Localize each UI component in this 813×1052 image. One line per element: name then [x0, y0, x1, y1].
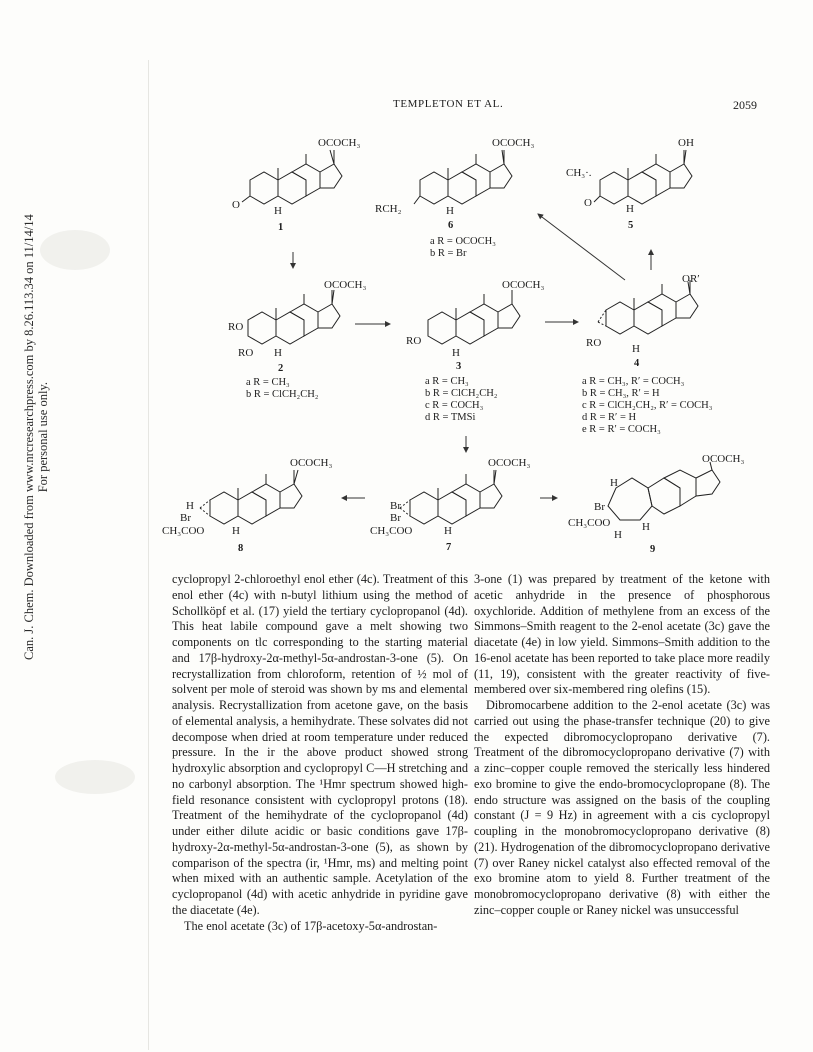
- steroid-skeleton-6: [420, 150, 512, 204]
- c4-variant-a: a R = CH₃, R′ = COCH₃: [582, 376, 685, 387]
- compound-4: [582, 273, 713, 435]
- c2-ro-upper: RO: [228, 321, 244, 333]
- c8-number: 8: [238, 543, 244, 554]
- c7-acetate: CH₃COO: [370, 525, 413, 537]
- c4-variant-b: b R = CH₃, R′ = H: [582, 388, 660, 399]
- c3-variant-c: c R = COCH₃: [425, 400, 484, 411]
- c2-h: H: [274, 347, 282, 359]
- c1-number: 1: [278, 222, 284, 233]
- left-paragraph-2: The enol acetate (3c) of 17β-acetoxy-5α-androstan-: [184, 918, 438, 933]
- c6-number: 6: [448, 220, 454, 231]
- c9-ring-c: [664, 470, 696, 506]
- c5-hydroxy: OH: [678, 137, 694, 149]
- c5-methyl: CH₃·.: [566, 167, 592, 179]
- c7-bromine-1: Br: [390, 500, 401, 512]
- c9-number: 9: [650, 544, 656, 555]
- c4-or-prime: OR′: [682, 273, 700, 285]
- c7-acetoxy: OCOCH₃: [488, 457, 531, 469]
- page-number: 2059: [733, 98, 757, 112]
- left-paragraph-1: cyclopropyl 2-chloroethyl enol ether (4c). Treatment of this enol ether (4c) with n-butyl lithium using the method of Schollköpf et al. (17) yield the tertiary cyclopropanol (4d). This heat labile compound gave a melt showing two components on tlc corresponding to the starting material and 17β-hydroxy-2α-methyl-5α-androstan-3-one (5). On recrystallization from chloroform, retention of ½ mol of solvent per mole of steroid was shown by ms and elemental analysis. Recrystallization from acetone gave, on the basis of elemental analysis, a hemihydrate. These solvates did not decompose when dried at room temperature under reduced pressure. In the ir the above product showed strong hydroxylic absorption and cyclopropyl C—H stretching and no carbonyl absorption. The ¹Hmr spectrum showed high-field resonance consistent with cyclopropyl protons (18). Treatment of the hemihydrate of the cyclopropanol (4d) under either dilute acidic or basic conditions gave 17β-hydroxy-2α-methyl-5α-androstan-3-one (5), as shown by comparison of the spectra (ir, ¹Hmr, ms) and melting point when mixed with an authentic sample. Acetylation of the cyclopropanol (4d) with acetic anhydride in pyridine gave the diacetate (4e).: [172, 572, 468, 917]
- compound-9: [568, 453, 745, 555]
- c2-variant-b: b R = ClCH₂CH₂: [246, 389, 319, 400]
- c7-bromine-2: Br: [390, 512, 401, 524]
- c2-acetoxy: OCOCH₃: [324, 279, 367, 291]
- c1-ketone-o: O: [232, 199, 240, 211]
- c7-h: H: [444, 525, 452, 537]
- c4-variant-e: e R = R′ = COCH₃: [582, 424, 661, 435]
- right-paragraph-1: 3-one (1) was prepared by treatment of the ketone with acetic anhydride in the presence of phosphorous oxychloride. Addition of methylene from an excess of the Simmons–Smith reagent to the 2-enol acetate (3c) gave the diacetate (4e) in low yield. Simmons–Smith addition to the 16-enol acetate has been reported to take place more readily (11, 19), consistent with the greater reactivity of five-membered over six-membered ring olefins (15).: [474, 572, 770, 697]
- steroid-skeleton-7: [410, 470, 502, 524]
- c7-number: 7: [446, 542, 452, 553]
- c3-acetoxy: OCOCH₃: [502, 279, 545, 291]
- c4-h: H: [632, 343, 640, 355]
- c9-h: H: [642, 521, 650, 533]
- left-column: [172, 572, 468, 934]
- c9-ring-b: [648, 478, 680, 514]
- c1-acetoxy: OCOCH₃: [318, 137, 361, 149]
- right-paragraph-2: Dibromocarbene addition to the 2-enol acetate (3c) was carried out using the phase-transfer technique (20) to give the expected dibromocyclopropano derivative (7). Treatment of the dibromocyclopropano derivative (7) with a zinc–copper couple removed the sterically less hindered exo bromine to give the endo-bromocyclopropane (8). The endo structure was assigned on the basis of the coupling constant (J = 9 Hz) in agreement with a cis cyclopropyl coupling in the monobromocyclopropano derivative (8) (21). Hydrogenation of the dibromocyclopropano derivative (7) over Raney nickel catalyst also effected removal of the exo bromine atom to yield 8. Further treatment of the monobromocyclopropano derivative (8) with either the zinc–copper couple or Raney nickel was unsuccessful: [474, 698, 770, 917]
- c5-h: H: [626, 203, 634, 215]
- c4-variant-d: d R = R′ = H: [582, 412, 637, 423]
- c3-variant-d: d R = TMSi: [425, 412, 476, 423]
- arrow-4-to-6: [538, 214, 625, 280]
- c6-variant-b: b R = Br: [430, 248, 467, 259]
- c2-ro-lower: RO: [238, 347, 254, 359]
- c4-number: 4: [634, 358, 640, 369]
- c9-acetate: CH₃COO: [568, 517, 611, 529]
- compound-6: [375, 137, 535, 259]
- c1-h: H: [274, 205, 282, 217]
- download-notice-line1: Can. J. Chem. Downloaded from www.nrcresearchpress.com by 8.26.113.34 on 11/14/14: [22, 214, 36, 660]
- c4-variant-c: c R = ClCH₂CH₂, R′ = COCH₃: [582, 400, 713, 411]
- steroid-skeleton-2: [248, 290, 340, 344]
- c3-h: H: [452, 347, 460, 359]
- c9-h-lower: H: [614, 529, 622, 541]
- c3-variant-b: b R = ClCH₂CH₂: [425, 388, 498, 399]
- c5-ketone-o: O: [584, 197, 592, 209]
- c6-variant-a: a R = OCOCH₃: [430, 236, 496, 247]
- c9-acetoxy: OCOCH₃: [702, 453, 745, 465]
- c9-h-top: H: [610, 477, 618, 489]
- c8-bromine: Br: [180, 512, 191, 524]
- c8-acetoxy: OCOCH₃: [290, 457, 333, 469]
- compound-8: [162, 457, 333, 554]
- steroid-skeleton-8: [210, 470, 302, 524]
- steroid-skeleton-3: [428, 290, 520, 344]
- c8-h-top: H: [186, 500, 194, 512]
- compound-3: [406, 279, 545, 423]
- c6-rch2: RCH₂: [375, 203, 402, 215]
- c8-h: H: [232, 525, 240, 537]
- steroid-skeleton-5: [600, 150, 692, 204]
- compound-5: [566, 137, 694, 231]
- c2-variant-a: a R = CH₃: [246, 377, 290, 388]
- c6-acetoxy: OCOCH₃: [492, 137, 535, 149]
- download-notice-line2: For personal use only.: [36, 381, 50, 493]
- right-column: [474, 572, 770, 919]
- steroid-skeleton-4: [606, 280, 698, 334]
- compound-1: [232, 137, 361, 233]
- compound-2: [228, 279, 367, 400]
- c4-ro: RO: [586, 337, 602, 349]
- scan-smudge: [55, 760, 135, 794]
- c3-variant-a: a R = CH₃: [425, 376, 469, 387]
- c8-acetate: CH₃COO: [162, 525, 205, 537]
- c5-number: 5: [628, 220, 634, 231]
- steroid-skeleton-1: [250, 150, 342, 204]
- c6-h: H: [446, 205, 454, 217]
- c2-number: 2: [278, 363, 284, 374]
- c9-ring-d: [696, 470, 720, 496]
- c3-number: 3: [456, 361, 462, 372]
- compound-7: [370, 457, 531, 553]
- running-head: TEMPLETON ET AL.: [393, 98, 504, 110]
- c3-ro: RO: [406, 335, 422, 347]
- c9-bromine: Br: [594, 501, 605, 513]
